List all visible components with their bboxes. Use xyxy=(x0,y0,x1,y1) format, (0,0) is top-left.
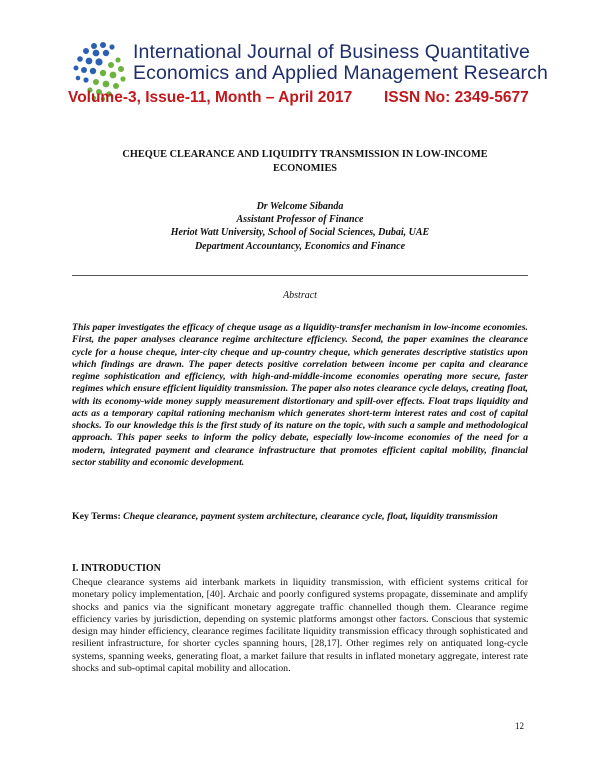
author-position: Assistant Professor of Finance xyxy=(236,214,364,226)
author-name: Dr Welcome Sibanda xyxy=(256,201,344,212)
abstract-text: This paper investigates the efficacy of cheque usage as a liquidity-transfer mechanism in low-income economies. First, the paper analyses clearance regime architecture efficiency. Second, the paper examines the clearance cycle for a house cheque, inter-city cheque and up-country cheque, which generates descriptive statistics upon which findings are drawn. The paper detects positive correlation between income per capita and clearance regime sophistication and efficiency, with high-and-middle-income economies operating more secure, faster regimes which ensure efficient liquidity transmission. The paper also notes clearance cycle delays, creating float, with its economy-wide money supply measurement distortionary and spill-over effects. Float traps liquidity and acts as a temporary capital rationing mechanism which generates short-term interest rates and cost of capital shocks. To our knowledge this is the first study of its nature on the topic, with such a sample and methodological approach. This paper seeks to inform the policy debate, especially low-income economies of the need for a modern, integrated payment and clearance infrastructure that promotes efficient capital mobility, financial sector stability and economic development. xyxy=(72,322,528,468)
introduction-heading: I. INTRODUCTION xyxy=(72,563,161,574)
author-block xyxy=(100,200,500,253)
volume-issue: Volume-3, Issue-11, Month – April 2017 xyxy=(68,89,353,106)
keywords-block xyxy=(72,511,528,523)
abstract-heading: Abstract xyxy=(283,290,317,301)
introduction-text: Cheque clearance systems aid interbank markets in liquidity transmission, with efficient systems critical for monetary policy implementation, [40]. Archaic and poorly configured systems propagate, disseminate and amplify shocks and panics via the significant monetary aggregate traffic channelled though them. Clearance regime efficiency varies by jurisdiction, depending on systemic platforms amongst other factors. Conscious that systemic design may hinder efficiency, clearance regimes facilitate liquidity transmission efficacy through sophisticated and resilient infrastructure, for shorter cycles spanning hours, [28,17]. Other regimes rely on antiquated long-cycle systems, spanning weeks, generating float, a market failure that results in inflated monetary aggregate, interest rate shocks and sub-optimal capital mobility and allocation. xyxy=(72,577,528,675)
keywords-text: Cheque clearance, payment system architecture, clearance cycle, float, liquidity transmission xyxy=(123,511,498,522)
journal-title-line2: Economics and Applied Management Research xyxy=(133,62,548,84)
paper-title: CHEQUE CLEARANCE AND LIQUIDITY TRANSMISSION IN LOW-INCOME ECONOMIES xyxy=(122,149,488,174)
divider xyxy=(72,275,528,276)
author-affiliation: Heriot Watt University, School of Social Sciences, Dubai, UAE xyxy=(170,227,430,239)
issn-number: ISSN No: 2349-5677 xyxy=(384,89,529,106)
page-number: 12 xyxy=(515,721,524,731)
keywords-label: Key Terms: xyxy=(72,511,121,522)
author-department: Department Accountancy, Economics and Finance xyxy=(194,240,406,252)
journal-title-line1: International Journal of Business Quantitative xyxy=(133,41,530,63)
